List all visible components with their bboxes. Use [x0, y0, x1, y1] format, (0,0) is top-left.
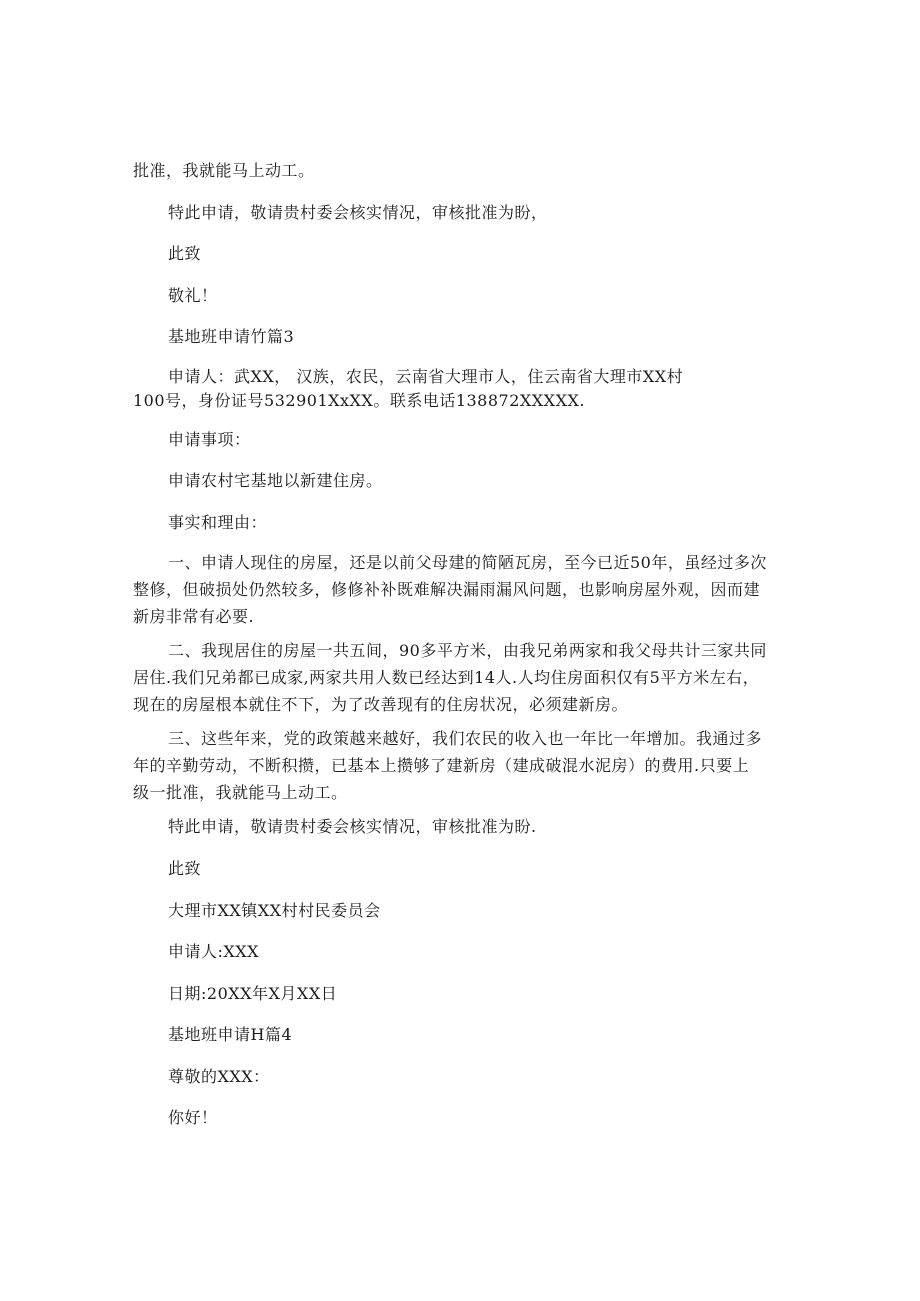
applicant-paragraph: [133, 365, 783, 413]
text-line: 事实和理由：: [168, 513, 268, 532]
text-line: 批准，我就能马上动工。: [133, 161, 315, 180]
text-line: 申请农村宅基地以新建住房。: [168, 471, 383, 490]
text-line: 申请事项：: [168, 430, 251, 449]
text-line: 现在的房屋根本就住不下，为了改善现有的住房状况，必须建新房。: [133, 695, 629, 714]
text-line: 特此申请，敬请贵村委会核实情况，审核批准为盼，: [168, 203, 548, 222]
greeting-line: 你好！: [168, 1108, 218, 1127]
text-line: 申请人：武XX， 汉族，农民，云南省大理市人，住云南省大理市XX村: [168, 367, 684, 386]
text-line: 年的辛勤劳动，不断积攒，已基本上攒够了建新房（建成破混水泥房）的费用.只要上: [133, 756, 750, 775]
reason-paragraph-2: [133, 639, 783, 717]
text-line: 居住.我们兄弟都已成家,两家共用人数已经达到14人.人均住房面积仅有5平方米左右，: [133, 668, 760, 687]
section-heading: 基地班申请竹篇3: [168, 327, 295, 346]
text-line: 三、这些年来，党的政策越来越好，我们农民的收入也一年比一年增加。我通过多: [168, 729, 763, 748]
text-line: 整修，但破损处仍然较多，修修补补既难解决漏雨漏风问题，也影响房屋外观，因而建: [133, 580, 761, 599]
reason-paragraph-1: [133, 551, 783, 629]
text-line: 级一批准，我就能马上动工。: [133, 783, 348, 802]
signature-line: 申请人:XXX: [168, 942, 260, 961]
text-line: 此致: [168, 244, 202, 263]
recipient-line: 大理市XX镇XX村村民委员会: [168, 901, 381, 920]
reason-paragraph-3: [133, 727, 783, 805]
section-heading: 基地班申请H篇4: [168, 1025, 293, 1044]
text-line: 特此申请，敬请贵村委会核实情况，审核批准为盼.: [168, 817, 537, 836]
salutation-line: 尊敬的XXX：: [168, 1067, 270, 1086]
date-line: 日期:20XX年X月XX日: [168, 984, 338, 1003]
text-line: 一、申请人现住的房屋，还是以前父母建的简陋瓦房，至今已近50年，虽经过多次: [168, 553, 767, 572]
text-line: 100号，身份证号532901XxXX。联系电话138872XXXXX.: [133, 391, 585, 410]
text-line: 此致: [168, 859, 202, 878]
text-line: 二、我现居住的房屋一共五间，90多平方米，由我兄弟两家和我父母共计三家共同: [168, 641, 767, 660]
text-line: 新房非常有必要.: [133, 607, 255, 626]
text-line: 敬礼！: [168, 286, 218, 305]
